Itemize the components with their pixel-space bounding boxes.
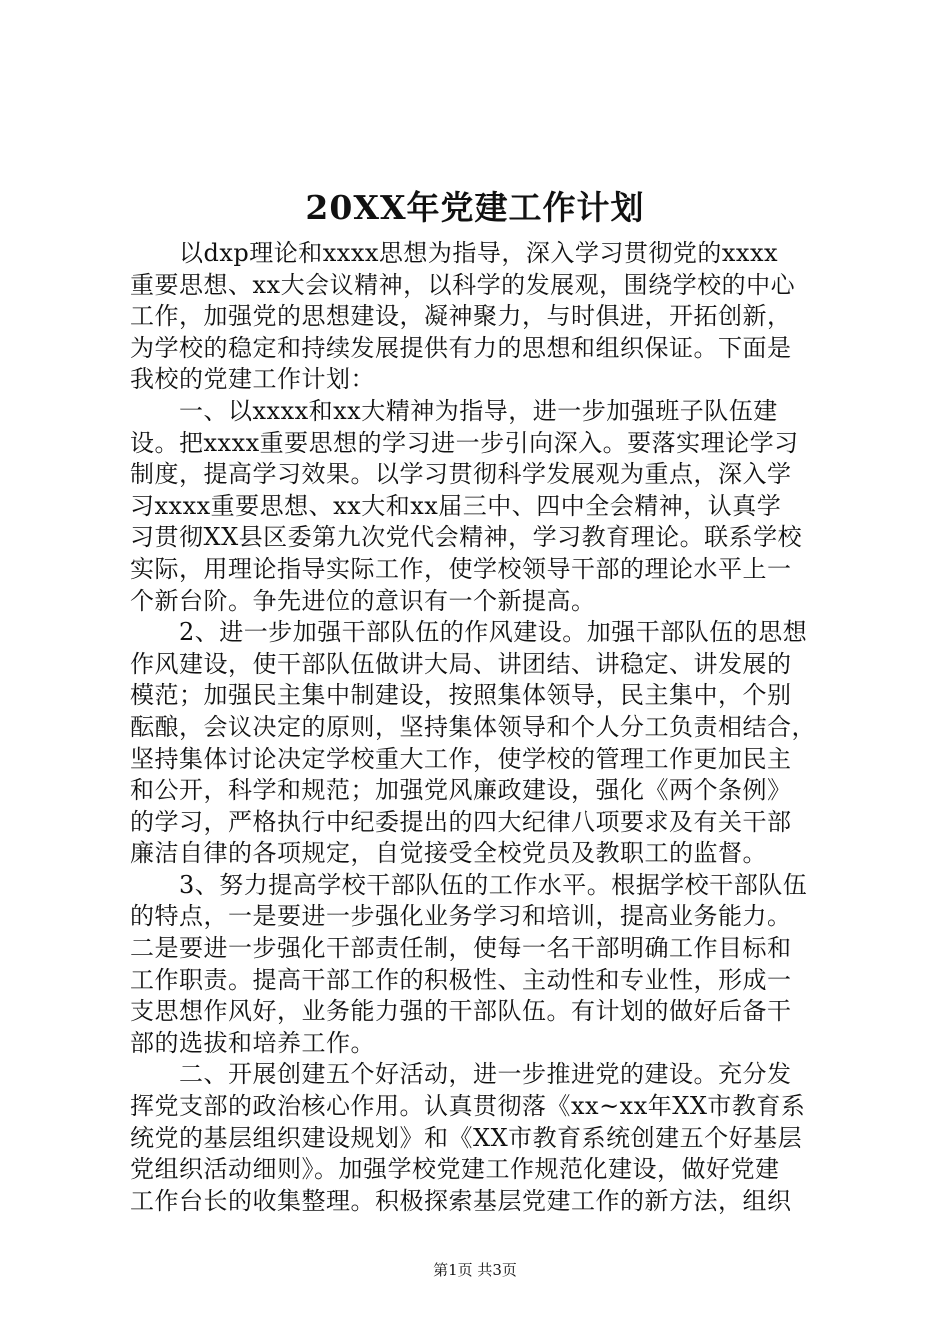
body-line: 模范；加强民主集中制建设，按照集体领导，民主集中，个别 xyxy=(130,681,792,710)
body-line: 重要思想、xx大会议精神，以科学的发展观，围绕学校的中心 xyxy=(130,270,796,299)
body-line: 为学校的稳定和持续发展提供有力的思想和组织保证。下面是 xyxy=(130,333,792,362)
body-line: 习贯彻XX县区委第九次党代会精神，学习教育理论。联系学校 xyxy=(130,523,803,552)
body-line: 我校的党建工作计划： xyxy=(130,365,375,394)
body-line: 二是要进一步强化干部责任制，使每一名干部明确工作目标和 xyxy=(130,934,792,963)
body-line: 廉洁自律的各项规定，自觉接受全校党员及教职工的监督。 xyxy=(130,839,767,868)
body-line: 酝酿，会议决定的原则，坚持集体领导和个人分工负责相结合， xyxy=(130,712,816,741)
body-line: 3、努力提高学校干部队伍的工作水平。根据学校干部队伍 xyxy=(130,870,808,899)
body-line: 和公开，科学和规范；加强党风廉政建设，强化《两个条例》 xyxy=(130,776,792,805)
document-title: 20XX年党建工作计划 xyxy=(305,188,645,227)
body-line: 统党的基层组织建设规划》和《XX市教育系统创建五个好基层 xyxy=(130,1123,803,1152)
document-body xyxy=(130,238,850,1217)
body-line: 工作，加强党的思想建设，凝神聚力，与时俱进，开拓创新， xyxy=(130,302,792,331)
page-footer: 第1页 共3页 xyxy=(433,1261,517,1279)
body-line: 坚持集体讨论决定学校重大工作，使学校的管理工作更加民主 xyxy=(130,744,792,773)
body-line: 设。把xxxx重要思想的学习进一步引向深入。要落实理论学习 xyxy=(130,428,799,457)
body-line: 二、开展创建五个好活动，进一步推进党的建设。充分发 xyxy=(130,1060,792,1089)
body-line: 个新台阶。争先进位的意识有一个新提高。 xyxy=(130,586,596,615)
body-line: 作风建设，使干部队伍做讲大局、讲团结、讲稳定、讲发展的 xyxy=(130,649,792,678)
body-line: 制度，提高学习效果。以学习贯彻科学发展观为重点，深入学 xyxy=(130,460,792,489)
body-line: 部的选拔和培养工作。 xyxy=(130,1028,375,1057)
body-line: 工作职责。提高干部工作的积极性、主动性和专业性，形成一 xyxy=(130,965,792,994)
body-line: 习xxxx重要思想、xx大和xx届三中、四中全会精神，认真学 xyxy=(130,491,782,520)
body-line: 2、进一步加强干部队伍的作风建设。加强干部队伍的思想 xyxy=(130,618,808,647)
body-line: 工作台长的收集整理。积极探索基层党建工作的新方法，组织 xyxy=(130,1186,792,1215)
body-line: 一、以xxxx和xx大精神为指导，进一步加强班子队伍建 xyxy=(130,396,778,425)
body-line: 党组织活动细则》。加强学校党建工作规范化建设，做好党建 xyxy=(130,1155,780,1184)
body-line: 实际，用理论指导实际工作，使学校领导干部的理论水平上一 xyxy=(130,554,792,583)
body-line: 支思想作风好，业务能力强的干部队伍。有计划的做好后备干 xyxy=(130,997,792,1026)
body-line: 以dxp理论和xxxx思想为指导，深入学习贯彻党的xxxx xyxy=(130,239,779,267)
body-line: 挥党支部的政治核心作用。认真贯彻落《xx~xx年XX市教育系 xyxy=(130,1092,806,1121)
body-line: 的特点，一是要进一步强化业务学习和培训，提高业务能力。 xyxy=(130,902,792,931)
body-line: 的学习，严格执行中纪委提出的四大纪律八项要求及有关干部 xyxy=(130,807,792,836)
